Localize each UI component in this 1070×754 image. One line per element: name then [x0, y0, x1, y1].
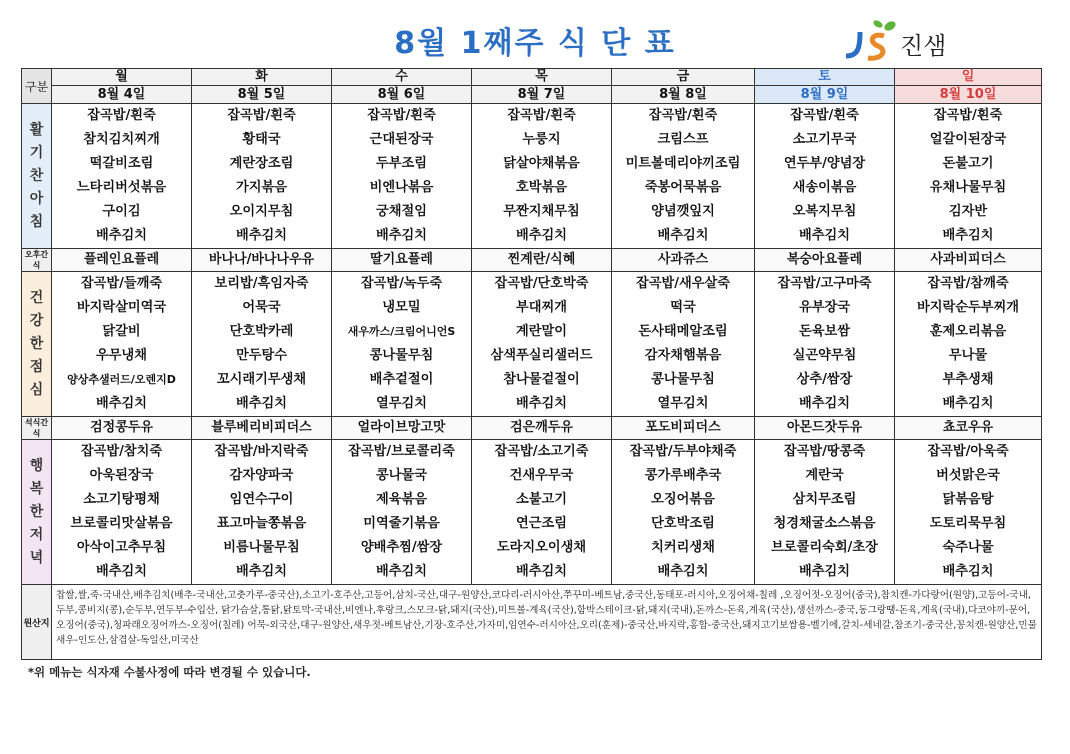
menu-item: 김자반 [948, 204, 988, 219]
menu-item: 잡곡밥/두부야채죽 [629, 444, 737, 459]
menu-item: 열무김치 [376, 396, 427, 411]
menu-item: 배추김치 [96, 564, 147, 579]
menu-item: 상추/쌈장 [796, 372, 853, 387]
menu-item: 미트볼데리야끼조림 [625, 156, 741, 171]
menu-item: 도토리묵무침 [929, 516, 1007, 531]
menu-item: 두부조림 [376, 156, 427, 171]
meal-row [22, 272, 1042, 417]
day-name: 토 [755, 69, 895, 86]
menu-item: 만두탕수 [236, 348, 287, 363]
meal-label [22, 272, 52, 417]
menu-item: 구이김 [102, 204, 141, 219]
menu-item: 배추김치 [236, 396, 287, 411]
menu-item: 어묵국 [242, 300, 281, 315]
menu-item: 콩나물무침 [369, 348, 434, 363]
menu-item: 연근조림 [516, 516, 567, 531]
menu-item: 배추김치 [96, 228, 147, 243]
menu-cell [192, 104, 332, 249]
menu-item: 무짠지채무침 [503, 204, 580, 219]
snack-item: 포도비피더스 [612, 417, 755, 440]
menu-item: 계란장조림 [229, 156, 294, 171]
menu-item: 콩가루배추국 [644, 468, 722, 483]
snack-item: 검은깨두유 [472, 417, 612, 440]
meal-label-char: 한 [29, 503, 44, 520]
day-date: 8월 6일 [332, 86, 472, 104]
day-name: 수 [332, 69, 472, 86]
menu-cell [472, 272, 612, 417]
menu-item: 오징어볶음 [651, 492, 715, 507]
snack-item: 아몬드잣두유 [755, 417, 895, 440]
menu-item: 콩나물무침 [651, 372, 715, 387]
menu-item: 궁채절임 [376, 204, 427, 219]
meal-label-char: 침 [29, 213, 44, 230]
menu-item: 배추김치 [799, 564, 850, 579]
menu-item: 유채나물무침 [929, 180, 1007, 195]
menu-item: 배추김치 [657, 564, 709, 579]
menu-item: 배추김치 [516, 564, 567, 579]
menu-item: 비름나물무침 [223, 540, 300, 555]
snack-item: 검정콩두유 [52, 417, 192, 440]
menu-item: 잡곡밥/고구마죽 [777, 276, 872, 291]
menu-cell [472, 104, 612, 249]
meal-label-char: 건 [29, 289, 44, 306]
snack-row [22, 249, 1042, 272]
menu-item: 새우까스/크림어니언S [347, 325, 456, 338]
menu-item: 돈불고기 [942, 156, 994, 171]
meal-row [22, 104, 1042, 249]
snack-label: 오후간식 [22, 249, 52, 272]
brand-name: 진샘 [900, 32, 947, 60]
snack-item: 플레인요플레 [52, 249, 192, 272]
menu-item: 배추김치 [376, 228, 427, 243]
menu-item: 배추김치 [516, 228, 567, 243]
menu-cell [332, 104, 472, 249]
menu-cell [612, 440, 755, 585]
menu-item: 돈사태메알조림 [638, 324, 728, 339]
header-day-row [22, 69, 1042, 86]
menu-item: 배추김치 [96, 396, 147, 411]
menu-item: 아삭이고추무침 [76, 540, 167, 555]
menu-item: 오복지무침 [792, 204, 857, 219]
menu-item: 잡곡밥/참치죽 [80, 444, 163, 459]
menu-item: 무나물 [948, 348, 988, 363]
menu-item: 바지락순두부찌개 [917, 300, 1019, 315]
meal-label-char: 점 [29, 358, 44, 375]
menu-item: 양상추샐러드/오렌지D [67, 373, 176, 386]
page-title: 8월 1째주 식 단 표 [394, 26, 676, 61]
menu-item: 양념깻잎지 [651, 204, 715, 219]
menu-item: 도라지오이생채 [496, 540, 587, 555]
menu-item: 미역줄기볶음 [363, 516, 440, 531]
menu-cell [755, 272, 895, 417]
menu-item: 꼬시래기무생채 [216, 372, 307, 387]
menu-item: 잡곡밥/흰죽 [790, 108, 859, 123]
menu-cell [755, 104, 895, 249]
gubun-label: 구분 [22, 69, 52, 104]
menu-item: 제육볶음 [376, 492, 427, 507]
meal-label-char: 저 [29, 526, 44, 543]
menu-item: 배추김치 [657, 228, 709, 243]
menu-item: 근대된장국 [369, 132, 434, 147]
menu-cell [52, 272, 192, 417]
meal-label-char: 복 [29, 480, 44, 497]
snack-item: 사과쥬스 [612, 249, 755, 272]
meal-row [22, 440, 1042, 585]
menu-cell [895, 440, 1042, 585]
menu-item: 새송이볶음 [792, 180, 857, 195]
menu-item: 배추김치 [799, 228, 850, 243]
menu-cell [332, 440, 472, 585]
menu-item: 브로콜리맛살볶음 [70, 516, 173, 531]
snack-item: 복숭아요플레 [755, 249, 895, 272]
menu-item: 계란국 [805, 468, 844, 483]
menu-item: 소고기탕평채 [83, 492, 160, 507]
menu-item: 잡곡밥/소고기죽 [494, 444, 589, 459]
menu-item: 잡곡밥/땅콩죽 [783, 444, 866, 459]
menu-cell [332, 272, 472, 417]
menu-item: 잡곡밥/들깨죽 [80, 276, 163, 291]
menu-item: 부대찌개 [516, 300, 567, 315]
menu-item: 돈육보쌈 [799, 324, 850, 339]
menu-item: 잡곡밥/단호박죽 [494, 276, 589, 291]
menu-cell [472, 440, 612, 585]
menu-item: 단호박조림 [651, 516, 715, 531]
menu-item: 비엔나볶음 [369, 180, 434, 195]
menu-item: 누룽지 [522, 132, 561, 147]
menu-item: 잡곡밥/흰죽 [367, 108, 436, 123]
menu-cell [755, 440, 895, 585]
menu-item: 배추김치 [236, 564, 287, 579]
menu-item: 참치김치찌개 [83, 132, 160, 147]
menu-item: 임연수구이 [229, 492, 294, 507]
header-date-row [22, 86, 1042, 104]
menu-item: 감자양파국 [229, 468, 294, 483]
snack-row [22, 417, 1042, 440]
menu-item: 배추김치 [942, 564, 994, 579]
day-date: 8월 5일 [192, 86, 332, 104]
menu-item: 배추김치 [516, 396, 567, 411]
menu-item: 느타리버섯볶음 [76, 180, 167, 195]
day-name: 일 [895, 69, 1042, 86]
day-date: 8월 7일 [472, 86, 612, 104]
menu-item: 계란말이 [516, 324, 567, 339]
origin-text: 찹쌀,쌀,죽-국내산,배추김치(배추-국내산,고춧가루-중국산),소고기-호주산,고등어,삼치-국산,대구-원양산,코다리-러시아산,쭈꾸미-베트남,중국산,동태포-러시아,오징어채-칠레 ,오징어젓-오징어(중국),참치캔-가다랑어(원양),고등어-국내,두부,콩비지(콩),순두부,연두부-수입산, 닭가슴살,통닭,닭토막-국내산,비엔나,후랑크,스모크-닭,돼지(국산),미트볼-계육(국산),함박스테이크-닭,돼지(국내),돈까스-돈육,계육(국산),생선까스-중국,동그랑땡-돈육,계육(국내),다코야끼-문어,오징어(중국),청파래오징어까스-오징어(칠레) 어묵-외국산,대구-원양산,새우젓-베트남산,기장-호주산,가자미,임연수-러시아산,오리(훈제)-중국산,바지락,홍합-중국산,돼지고기보쌈용-벨기에,갈치-세네갈,참조기-중국산,꽁치캔-원양산,민물새우-인도산,삼겹살-독일산,미국산 [52, 585, 1042, 660]
day-date: 8월 9일 [755, 86, 895, 104]
menu-item: 황태국 [242, 132, 281, 147]
menu-item: 배추김치 [376, 564, 427, 579]
menu-item: 유부장국 [799, 300, 850, 315]
menu-item: 배추김치 [236, 228, 287, 243]
menu-item: 우무냉채 [96, 348, 147, 363]
menu-item: 잡곡밥/새우살죽 [636, 276, 730, 291]
meal-label-char: 찬 [29, 167, 44, 184]
menu-item: 잡곡밥/바지락죽 [214, 444, 309, 459]
menu-item: 브로콜리숙회/초장 [771, 540, 878, 555]
menu-cell [612, 272, 755, 417]
menu-item: 콩나물국 [376, 468, 427, 483]
menu-item: 단호박카레 [229, 324, 294, 339]
meal-label-char: 녁 [29, 549, 44, 566]
menu-cell [52, 104, 192, 249]
menu-item: 배추김치 [799, 396, 850, 411]
menu-cell [192, 272, 332, 417]
meal-label [22, 104, 52, 249]
menu-item: 잡곡밥/아욱죽 [927, 444, 1009, 459]
snack-label: 석식간식 [22, 417, 52, 440]
meal-label-char: 심 [29, 381, 44, 398]
menu-item: 바지락살미역국 [76, 300, 167, 315]
snack-item: 블루베리비피더스 [192, 417, 332, 440]
menu-item: 죽봉어묵볶음 [644, 180, 722, 195]
menu-item: 닭볶음탕 [942, 492, 994, 507]
footnote: *위 메뉴는 식자재 수불사정에 따라 변경될 수 있습니다. [28, 665, 311, 679]
menu-item: 실곤약무침 [792, 348, 857, 363]
menu-item: 떡갈비조림 [89, 156, 154, 171]
menu-item: 배추김치 [942, 396, 994, 411]
menu-item: 숙주나물 [942, 540, 994, 555]
snack-item: 사과비피더스 [895, 249, 1042, 272]
menu-cell [895, 272, 1042, 417]
menu-item: 건새우무국 [509, 468, 574, 483]
day-date: 8월 8일 [612, 86, 755, 104]
meal-label-char: 강 [29, 312, 44, 329]
menu-item: 부추생채 [942, 372, 994, 387]
menu-item: 잡곡밥/녹두죽 [360, 276, 443, 291]
menu-item: 잡곡밥/브로콜리죽 [348, 444, 455, 459]
menu-item: 얼갈이된장국 [929, 132, 1007, 147]
snack-item: 바나나/바나나우유 [192, 249, 332, 272]
menu-item: 닭갈비 [102, 324, 141, 339]
menu-item: 냉모밀 [382, 300, 421, 315]
origin-row [22, 585, 1042, 660]
menu-item: 잡곡밥/흰죽 [87, 108, 156, 123]
menu-item: 치커리생채 [651, 540, 715, 555]
menu-cell [192, 440, 332, 585]
menu-item: 소불고기 [516, 492, 567, 507]
snack-item: 딸기요플레 [332, 249, 472, 272]
menu-item: 표고마늘쫑볶음 [216, 516, 307, 531]
menu-cell [895, 104, 1042, 249]
menu-item: 보리밥/흑임자죽 [214, 276, 309, 291]
meal-label-char: 한 [29, 335, 44, 352]
day-name: 월 [52, 69, 192, 86]
snack-item: 찐계란/식혜 [472, 249, 612, 272]
menu-item: 배추김치 [942, 228, 994, 243]
meal-label-char: 활 [29, 121, 44, 138]
meal-label [22, 440, 52, 585]
day-date: 8월 10일 [895, 86, 1042, 104]
menu-item: 버섯맑은국 [936, 468, 1000, 483]
snack-item: 쵸코우유 [895, 417, 1042, 440]
day-name: 화 [192, 69, 332, 86]
meal-label-char: 아 [29, 190, 44, 207]
menu-item: 배추겉절이 [369, 372, 434, 387]
menu-item: 삼치무조림 [792, 492, 857, 507]
menu-cell [52, 440, 192, 585]
day-name: 금 [612, 69, 755, 86]
menu-cell [612, 104, 755, 249]
menu-item: 잡곡밥/흰죽 [933, 108, 1003, 123]
menu-item: 연두부/양념장 [783, 156, 866, 171]
menu-item: 훈제오리볶음 [929, 324, 1007, 339]
day-date: 8월 4일 [52, 86, 192, 104]
menu-item: 오이지무침 [229, 204, 294, 219]
menu-item: 청경채굴소스볶음 [773, 516, 876, 531]
menu-item: 떡국 [670, 300, 696, 315]
menu-item: 크림스프 [657, 132, 709, 147]
menu-item: 열무김치 [657, 396, 709, 411]
menu-item: 잡곡밥/흰죽 [227, 108, 296, 123]
day-name: 목 [472, 69, 612, 86]
meal-label-char: 행 [29, 457, 44, 474]
menu-item: 닭살야채볶음 [503, 156, 580, 171]
menu-item: 양배추찜/쌈장 [360, 540, 443, 555]
snack-item: 얼라이브망고맛 [332, 417, 472, 440]
menu-item: 소고기무국 [792, 132, 857, 147]
menu-item: 호박볶음 [516, 180, 567, 195]
menu-item: 삼색푸실리샐러드 [490, 348, 593, 363]
menu-table [21, 68, 1042, 660]
menu-item: 가지볶음 [236, 180, 287, 195]
origin-label: 원산지 [22, 585, 52, 660]
menu-item: 잡곡밥/흰죽 [648, 108, 718, 123]
menu-item: 참나물겉절이 [503, 372, 580, 387]
menu-item: 잡곡밥/흰죽 [507, 108, 576, 123]
meal-label-char: 기 [29, 144, 44, 161]
menu-item: 잡곡밥/참깨죽 [927, 276, 1009, 291]
menu-item: 감자채햄볶음 [644, 348, 722, 363]
menu-item: 아욱된장국 [89, 468, 154, 483]
